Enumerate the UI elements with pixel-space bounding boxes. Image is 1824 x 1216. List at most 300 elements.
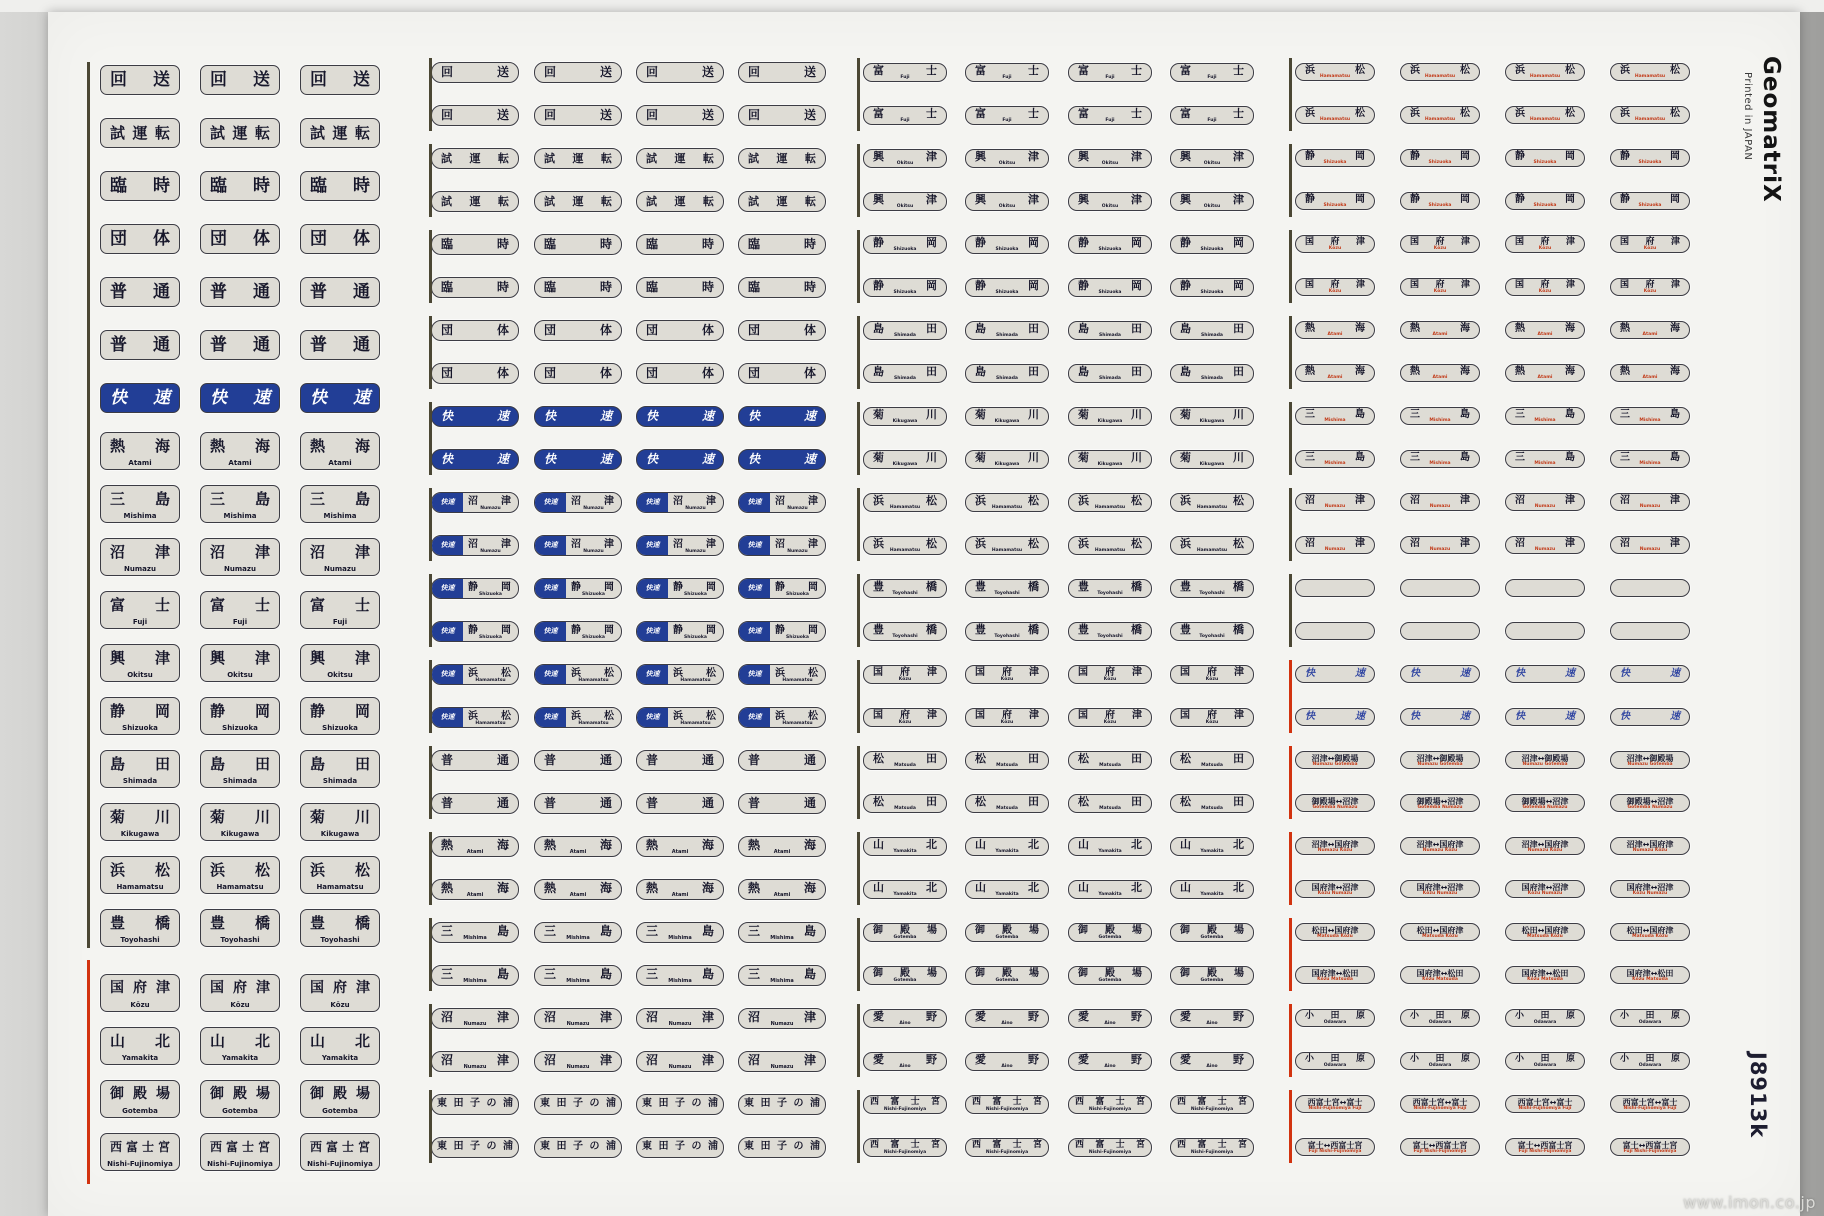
decal-label xyxy=(965,966,1049,985)
label-character: 運 xyxy=(469,194,481,208)
dark-divider-line xyxy=(429,1004,432,1077)
label-romaji: Gotemba xyxy=(122,1107,158,1115)
decal-label xyxy=(1505,364,1585,382)
label-character: 時 xyxy=(353,175,370,196)
rapid-prefix: 快速 xyxy=(432,622,463,641)
label-kanji xyxy=(101,486,179,512)
label-character: 津 xyxy=(701,1052,714,1067)
label-character: 小 xyxy=(1620,1011,1630,1021)
label-character: 国 xyxy=(873,709,883,721)
label-romaji: Yamakita xyxy=(1098,848,1122,854)
label-character: 府 xyxy=(1105,709,1115,721)
decal-label xyxy=(1505,235,1585,253)
label-kanji xyxy=(432,63,518,82)
label-character: 田 xyxy=(453,1141,464,1152)
label-romaji: Shimada xyxy=(996,375,1018,381)
label-character: 時 xyxy=(253,175,270,196)
label-character: 臨 xyxy=(544,280,557,294)
label-character: 国 xyxy=(1078,709,1088,721)
decal-label xyxy=(738,535,826,556)
label-character: 国 xyxy=(1305,237,1315,247)
label-romaji: Toyohashi xyxy=(1097,590,1123,596)
label-character: 快 xyxy=(1410,668,1420,679)
label-character: 沼 xyxy=(1410,494,1420,506)
label-kanji xyxy=(432,751,518,770)
label-romaji: Matsuda xyxy=(996,805,1018,811)
decal-label xyxy=(431,965,519,986)
label-character: 田 xyxy=(1435,1054,1445,1064)
label-character: 快 xyxy=(1305,711,1315,722)
label-kanji xyxy=(101,172,179,200)
label-romaji: Fuji xyxy=(900,117,910,123)
label-character: 宮 xyxy=(1032,1097,1042,1107)
label-character: 府 xyxy=(1540,280,1550,290)
label-character: 松 xyxy=(1670,64,1680,76)
label-character: 速 xyxy=(1670,668,1680,679)
label-character: 橋 xyxy=(154,913,170,932)
label-character: 富 xyxy=(873,64,884,77)
label-romaji: Okitsu xyxy=(227,671,253,679)
label-character: 送 xyxy=(701,108,714,122)
label-character: 府 xyxy=(1330,280,1340,290)
label-kanji xyxy=(637,1095,723,1114)
label-romaji: Hamamatsu xyxy=(1196,504,1228,510)
decal-label xyxy=(1505,493,1585,511)
label-romaji: Toyohashi xyxy=(892,590,918,596)
decal-label xyxy=(1295,1009,1375,1027)
label-romaji: Yamakita xyxy=(893,891,917,897)
label-romaji: Gotemba xyxy=(893,934,917,940)
label-kanji xyxy=(201,384,279,412)
decal-label xyxy=(1400,536,1480,554)
label-character: 興 xyxy=(1078,193,1089,206)
label-character: 田 xyxy=(926,752,937,765)
label-romaji: Gotemba xyxy=(893,977,917,983)
dark-divider-line xyxy=(857,1004,860,1077)
label-romaji: Gotemba Numazu xyxy=(1627,805,1673,810)
label-character: 府 xyxy=(333,980,347,996)
decal-label xyxy=(1068,1009,1152,1028)
label-character: 松 xyxy=(1028,494,1039,507)
label-romaji: Hamamatsu xyxy=(475,720,506,726)
label-character: 府 xyxy=(1645,237,1655,247)
label-kanji: 松田↔国府津 xyxy=(1311,925,1359,935)
decal-label xyxy=(863,751,947,770)
label-kanji xyxy=(637,63,723,82)
decal-label xyxy=(534,922,622,943)
label-character: 速 xyxy=(599,409,612,423)
split-destination xyxy=(770,536,825,555)
decal-label xyxy=(534,363,622,384)
label-character: 津 xyxy=(808,539,818,550)
label-character: 国 xyxy=(310,980,324,996)
label-romaji: Hamamatsu xyxy=(1424,117,1456,122)
label-romaji: Kikugawa xyxy=(1097,418,1123,424)
decal-label xyxy=(431,793,519,814)
label-character: 興 xyxy=(1180,193,1191,206)
label-character: 沼 xyxy=(467,539,478,550)
split-destination xyxy=(668,665,723,684)
decal-label xyxy=(1170,837,1254,856)
label-character: 田 xyxy=(1233,795,1244,808)
label-romaji: Atami xyxy=(328,459,352,467)
label-character: 津 xyxy=(1670,280,1680,290)
label-character: 海 xyxy=(496,880,509,895)
label-romaji: Fuji xyxy=(1002,74,1012,80)
label-character: 試 xyxy=(210,123,226,142)
label-character: 普 xyxy=(441,753,454,767)
label-character: 田 xyxy=(556,1098,567,1109)
label-kanji xyxy=(301,751,379,777)
decal-label xyxy=(1610,708,1690,726)
label-romaji: Hamamatsu xyxy=(782,720,813,726)
decal-label xyxy=(738,965,826,986)
decal-label xyxy=(1400,794,1480,812)
label-kanji xyxy=(301,975,379,1001)
label-character: 送 xyxy=(353,69,370,90)
label-character: 岡 xyxy=(604,582,614,593)
label-character: 東 xyxy=(642,1098,652,1109)
decal-label xyxy=(300,1027,380,1065)
label-character: 転 xyxy=(703,151,714,165)
decal-label xyxy=(636,406,724,427)
label-character: 府 xyxy=(1105,666,1115,678)
label-character: 島 xyxy=(1460,451,1470,463)
decal-label xyxy=(1400,837,1480,855)
label-character: 回 xyxy=(748,65,761,79)
label-character: 浜 xyxy=(110,860,126,879)
decal-label xyxy=(1170,321,1254,340)
dark-divider-line xyxy=(429,832,432,905)
decal-label xyxy=(738,320,826,341)
label-character: 野 xyxy=(926,1053,937,1066)
label-character: 沼 xyxy=(441,1009,454,1024)
label-kanji xyxy=(1401,709,1479,725)
label-character: 富 xyxy=(310,595,326,614)
label-kanji xyxy=(301,1134,379,1160)
split-destination xyxy=(566,708,621,727)
label-romaji: Numazu Kōzu xyxy=(1317,848,1353,853)
label-character: 川 xyxy=(926,408,937,421)
decal-label xyxy=(100,432,180,470)
label-romaji: Numazu xyxy=(480,505,501,511)
label-character: 体 xyxy=(253,228,270,249)
split-destination xyxy=(668,622,723,641)
label-character: 場 xyxy=(1234,924,1244,936)
decal-label xyxy=(534,277,622,298)
label-character: 沼 xyxy=(1620,494,1630,506)
dark-divider-line xyxy=(857,488,860,561)
label-romaji: Matsuda xyxy=(1099,762,1121,768)
label-kanji xyxy=(535,1138,621,1157)
decal-label xyxy=(636,664,724,685)
label-kanji xyxy=(739,321,825,340)
decal-label xyxy=(1170,536,1254,555)
label-character: 西 xyxy=(310,1140,323,1154)
label-romaji: Kōzu xyxy=(1000,676,1014,682)
label-character: 岡 xyxy=(808,625,818,636)
label-kanji xyxy=(101,698,179,724)
decal-label xyxy=(863,235,947,254)
label-romaji: Kōzu xyxy=(1433,246,1447,251)
label-kanji xyxy=(770,622,825,644)
label-romaji: Hamamatsu xyxy=(1319,74,1351,79)
label-kanji: 沼津↔御殿場 xyxy=(1311,753,1359,763)
label-character: 静 xyxy=(1180,279,1191,292)
label-romaji: Hamamatsu xyxy=(1094,547,1126,553)
decal-label xyxy=(1295,192,1375,210)
decal-label xyxy=(534,965,622,986)
label-character: 津 xyxy=(803,1009,816,1024)
label-kanji xyxy=(535,235,621,254)
decal-label xyxy=(863,278,947,297)
label-character: 臨 xyxy=(441,280,454,294)
label-kanji xyxy=(770,665,825,687)
decal-label xyxy=(863,1052,947,1071)
label-character: 浜 xyxy=(467,711,478,722)
label-character: 田 xyxy=(1233,365,1244,378)
label-character: 西 xyxy=(210,1140,223,1154)
label-character: 静 xyxy=(210,701,226,720)
label-character: 普 xyxy=(210,281,227,302)
decal-label xyxy=(1505,665,1585,683)
label-romaji: Numazu xyxy=(668,1020,692,1027)
label-character: 静 xyxy=(1078,279,1089,292)
label-kanji xyxy=(535,751,621,770)
label-romaji: Mishima xyxy=(668,934,692,941)
label-character: 野 xyxy=(1028,1010,1039,1023)
label-kanji xyxy=(668,493,723,515)
label-character: 川 xyxy=(154,807,170,826)
label-romaji: Atami xyxy=(1642,375,1658,380)
label-character: 川 xyxy=(926,451,937,464)
label-romaji: Fuji Nishi-Fujinomiya xyxy=(1308,1149,1362,1154)
decal-label xyxy=(100,697,180,735)
label-kanji: 松田↔国府津 xyxy=(1521,925,1569,935)
decal-label xyxy=(534,449,622,470)
label-character: 沼 xyxy=(646,1052,659,1067)
label-romaji: Kōzu xyxy=(1538,289,1552,294)
label-character: 岡 xyxy=(501,582,511,593)
decal-label xyxy=(965,106,1049,125)
decal-label xyxy=(636,621,724,642)
label-character: 津 xyxy=(1355,537,1365,549)
label-character: の xyxy=(486,1098,497,1109)
decal-label xyxy=(1295,1095,1375,1113)
label-character: 国 xyxy=(1515,237,1525,247)
split-destination xyxy=(566,493,621,512)
decal-label xyxy=(1170,708,1254,727)
label-romaji: Mishima xyxy=(463,934,487,941)
label-character: 体 xyxy=(599,366,612,380)
rapid-prefix: 快速 xyxy=(637,708,668,727)
decal-label xyxy=(965,708,1049,727)
decal-label xyxy=(1505,407,1585,425)
label-kanji xyxy=(668,665,723,687)
label-character: 田 xyxy=(1330,1011,1340,1021)
label-romaji: Atami xyxy=(1537,332,1553,337)
label-romaji: Atami xyxy=(1432,375,1448,380)
decal-label xyxy=(863,665,947,684)
label-romaji: Yamakita xyxy=(995,891,1019,897)
label-romaji: Shizuoka xyxy=(1638,160,1662,165)
label-character: 愛 xyxy=(1078,1053,1089,1066)
decal-label xyxy=(1068,407,1152,426)
decal-label xyxy=(534,707,622,728)
label-character: 時 xyxy=(803,237,816,251)
label-character: 静 xyxy=(1305,150,1315,162)
label-romaji: Numazu Kōzu xyxy=(1527,848,1563,853)
label-character: 津 xyxy=(501,539,511,550)
decal-label xyxy=(431,406,519,427)
label-character: 岡 xyxy=(1028,279,1039,292)
label-character: 豊 xyxy=(110,913,126,932)
decal-label xyxy=(1610,751,1690,769)
label-character: 津 xyxy=(354,648,370,667)
label-character: 愛 xyxy=(873,1053,884,1066)
label-character: 熱 xyxy=(310,436,326,455)
label-kanji: 松田↔国府津 xyxy=(1416,925,1464,935)
label-romaji: Atami xyxy=(1327,332,1343,337)
backing-paper-edge xyxy=(0,0,1824,12)
decal-label xyxy=(738,750,826,771)
decal-label xyxy=(200,1080,280,1118)
decal-label xyxy=(300,432,380,470)
label-character: 田 xyxy=(658,1141,669,1152)
label-character: 臨 xyxy=(110,175,127,196)
label-character: 富 xyxy=(1180,64,1191,77)
label-kanji xyxy=(301,433,379,459)
label-kanji xyxy=(535,407,621,426)
decal-label xyxy=(636,836,724,857)
decal-label xyxy=(738,578,826,599)
label-character: 海 xyxy=(1355,322,1365,334)
label-character: 海 xyxy=(496,837,509,852)
label-character: 速 xyxy=(496,409,509,423)
label-character: 回 xyxy=(110,69,127,90)
decal-label xyxy=(863,407,947,426)
label-kanji xyxy=(201,910,279,936)
label-character: 試 xyxy=(748,194,759,208)
decal-label xyxy=(1295,966,1375,984)
label-character: 岡 xyxy=(501,625,511,636)
label-character: 松 xyxy=(1028,537,1039,550)
label-romaji: Mishima xyxy=(566,977,590,984)
label-romaji: Shizuoka xyxy=(1638,203,1662,208)
label-character: 回 xyxy=(441,108,454,122)
label-character: 時 xyxy=(701,237,714,251)
decal-label xyxy=(100,118,180,148)
label-character: 小 xyxy=(1410,1054,1420,1064)
label-character: 三 xyxy=(1515,451,1525,463)
label-character: 岡 xyxy=(604,625,614,636)
label-character: 橋 xyxy=(1028,580,1039,593)
label-kanji xyxy=(101,910,179,936)
label-character: 野 xyxy=(1233,1010,1244,1023)
decal-label xyxy=(1170,880,1254,899)
label-romaji: Numazu xyxy=(1534,504,1556,509)
decal-label xyxy=(1295,880,1375,898)
label-character: 菊 xyxy=(873,451,884,464)
label-kanji xyxy=(770,536,825,558)
label-character: 松 xyxy=(1233,537,1244,550)
decal-label xyxy=(1295,149,1375,167)
label-character: 松 xyxy=(1078,795,1089,808)
dark-divider-line xyxy=(1289,316,1292,389)
label-romaji: Atami xyxy=(671,848,689,855)
decal-label xyxy=(1610,579,1690,597)
decal-label xyxy=(431,707,519,728)
decal-label xyxy=(1610,278,1690,296)
label-character: 川 xyxy=(1131,408,1142,421)
label-character: 士 xyxy=(1131,64,1142,77)
label-character: 転 xyxy=(154,123,170,142)
decal-label xyxy=(1610,536,1690,554)
decal-label xyxy=(1170,278,1254,297)
label-romaji: Shizuoka xyxy=(995,246,1019,252)
label-romaji: Numazu xyxy=(566,1063,590,1070)
label-character: 士 xyxy=(1115,1140,1125,1150)
label-character: 熱 xyxy=(646,837,659,852)
label-character: 島 xyxy=(1078,365,1089,378)
rapid-prefix: 快速 xyxy=(637,665,668,684)
label-character: 松 xyxy=(604,711,614,722)
decal-label xyxy=(100,644,180,682)
decal-label xyxy=(431,62,519,83)
decal-label xyxy=(1068,880,1152,899)
label-character: 海 xyxy=(1670,322,1680,334)
label-character: 豊 xyxy=(873,580,884,593)
label-romaji: Aino xyxy=(1206,1063,1218,1069)
label-character: 海 xyxy=(1355,365,1365,377)
label-kanji xyxy=(301,278,379,306)
label-romaji: Gotemba xyxy=(1098,934,1122,940)
decal-label xyxy=(636,62,724,83)
label-character: 津 xyxy=(701,1009,714,1024)
label-kanji xyxy=(566,622,621,644)
decal-label xyxy=(431,1051,519,1072)
label-character: 島 xyxy=(1460,408,1470,420)
label-character: 静 xyxy=(110,701,126,720)
label-romaji: Mishima xyxy=(1324,418,1346,423)
label-kanji xyxy=(301,539,379,565)
label-character: 試 xyxy=(110,123,126,142)
decal-label xyxy=(200,591,280,629)
label-romaji: Aino xyxy=(1001,1020,1013,1026)
decal-label xyxy=(965,1052,1049,1071)
label-character: 浜 xyxy=(1180,494,1191,507)
label-character: 快 xyxy=(646,409,659,423)
label-character: 富 xyxy=(1095,1140,1105,1150)
label-romaji: Atami xyxy=(1642,332,1658,337)
decal-label xyxy=(1068,751,1152,770)
decal-label xyxy=(1295,536,1375,554)
label-romaji: Aino xyxy=(1104,1063,1116,1069)
label-character: 豊 xyxy=(1180,623,1191,636)
label-character: 熱 xyxy=(544,837,557,852)
label-character: 士 xyxy=(1012,1097,1022,1107)
label-character: 東 xyxy=(540,1098,550,1109)
rapid-prefix: 快速 xyxy=(739,493,770,512)
rapid-prefix: 快速 xyxy=(637,622,668,641)
decal-label xyxy=(863,966,947,985)
label-character: 松 xyxy=(1565,64,1575,76)
label-character: 川 xyxy=(1233,408,1244,421)
split-destination xyxy=(566,536,621,555)
label-character: 富 xyxy=(975,107,986,120)
label-character: 島 xyxy=(701,966,714,981)
label-character: 岡 xyxy=(1355,193,1365,205)
